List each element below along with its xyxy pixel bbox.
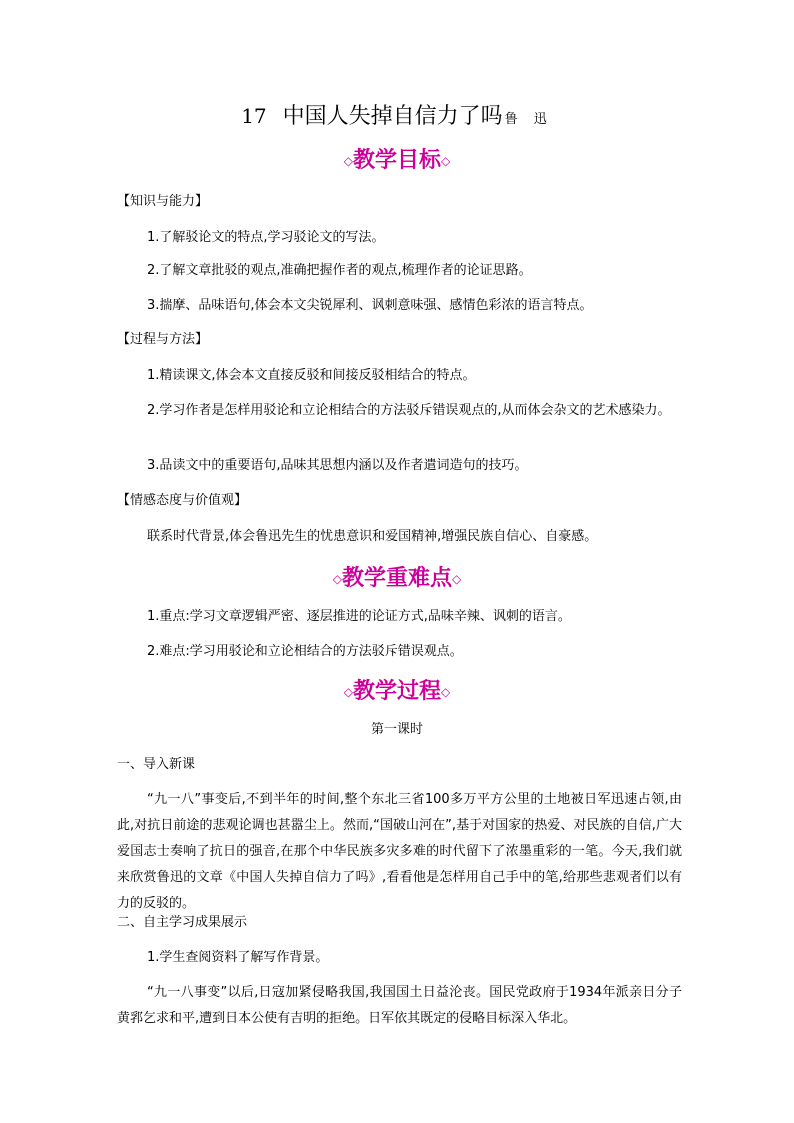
list-item: 2.了解文章批驳的观点,准确把握作者的观点,梳理作者的论证思路。 xyxy=(147,263,532,278)
lesson-number: 17 xyxy=(241,104,267,128)
diamond-icon: ◇ xyxy=(343,154,353,168)
list-item: 3.品读文中的重要语句,品味其思想内涵以及作者遣词造句的技巧。 xyxy=(147,458,528,473)
intro-paragraph: “九一八”事变后,不到半年的时间,整个东北三省100多万平方公里的土地被日军迅速占领,由此,对抗日前途的悲观论调也甚嚣尘上。然而,“国破山河在”,基于对国家的热爱、对民族的自信,广大爱国志士奏响了抗日的强音,在那个中华民族多灾多难的时代留下了浓墨重彩的一笔。今天,我们就来欣赏鲁迅的文章《中国人失掉自信力了吗》,看看他是怎样用自己手中的笔,给那些悲观者们以有力的反驳的。 xyxy=(117,792,682,911)
lesson-period: 第一课时 xyxy=(370,722,423,737)
heading-teaching-objectives xyxy=(0,146,794,176)
heading-teaching-process xyxy=(0,677,794,707)
list-item-paragraph: 2.学习作者是怎样用驳论和立论相结合的方法驳斥错误观点的,从而体会杂文的艺术感染力。 xyxy=(147,403,671,418)
list-item: 3.揣摩、品味语句,体会本文尖锐犀利、讽刺意味强、感情色彩浓的语言特点。 xyxy=(147,298,593,313)
subsection-process-label: 【过程与方法】 xyxy=(117,332,209,347)
author-name: 鲁 迅 xyxy=(504,112,553,127)
list-item: 1.了解驳论文的特点,学习驳论文的写法。 xyxy=(147,230,385,245)
diamond-icon: ◇ xyxy=(441,685,451,699)
list-item: 1.学生查阅资料了解写作背景。 xyxy=(147,950,329,965)
list-item: 1.重点:学习文章逻辑严密、逐层推进的论证方式,品味辛辣、讽刺的语言。 xyxy=(147,609,571,624)
part-1-label: 一、导入新课 xyxy=(117,757,196,772)
background-paragraph: “九一八事变”以后,日寇加紧侵略我国,我国国土日益沦丧。国民党政府于1934年派亲日分子黄郛乞求和平,遭到日本公使有吉明的拒绝。日军依其既定的侵略目标深入华北。 xyxy=(117,985,682,1026)
heading-text: 教学重难点 xyxy=(341,566,452,591)
heading-key-points xyxy=(0,564,794,594)
attitude-text: 联系时代背景,体会鲁迅先生的忧患意识和爱国精神,增强民族自信心、自豪感。 xyxy=(147,529,598,544)
diamond-icon: ◇ xyxy=(441,154,451,168)
part-2-label: 二、自主学习成果展示 xyxy=(117,915,248,930)
subsection-knowledge-label: 【知识与能力】 xyxy=(117,194,209,209)
heading-text: 教学过程 xyxy=(352,679,441,704)
diamond-icon: ◇ xyxy=(332,572,342,586)
diamond-icon: ◇ xyxy=(452,572,462,586)
list-item: 1.精读课文,体会本文直接反驳和间接反驳相结合的特点。 xyxy=(147,368,476,383)
heading-text: 教学目标 xyxy=(352,148,441,173)
list-item: 2.难点:学习用驳论和立论相结合的方法驳斥错误观点。 xyxy=(147,644,463,659)
lesson-title xyxy=(0,101,794,135)
subsection-attitude-label: 【情感态度与价值观】 xyxy=(117,493,248,508)
lesson-title-text: 中国人失掉自信力了吗 xyxy=(282,104,503,129)
diamond-icon: ◇ xyxy=(343,685,353,699)
